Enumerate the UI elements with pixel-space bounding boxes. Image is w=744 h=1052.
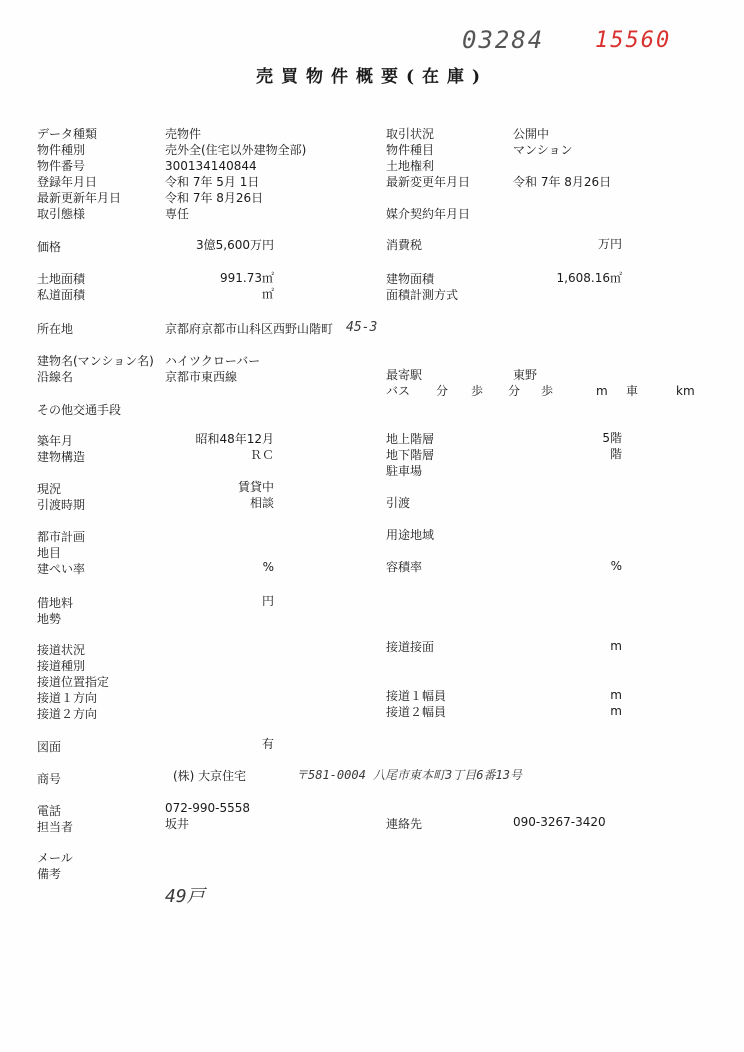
value-floors-below: 階 [609, 447, 622, 461]
value-price: 3億5,600万円 [196, 238, 274, 252]
label-built: 築年月 [37, 434, 74, 448]
value-deal-status: 公開中 [513, 127, 550, 141]
value-handover-time: 相談 [249, 496, 274, 510]
value-building-name: ハイツクローバー [165, 354, 261, 368]
label-property-no: 物件番号 [37, 159, 86, 173]
label-land-right: 土地権利 [386, 159, 435, 173]
meter-label: m [596, 384, 608, 398]
label-terrain: 地勢 [37, 612, 62, 626]
value-road-width1: m [610, 688, 622, 702]
value-nearest-station: 東野 [513, 368, 538, 382]
value-private-road: ㎡ [261, 287, 274, 301]
value-coverage: % [262, 560, 274, 574]
label-area-method: 面積計測方式 [386, 288, 459, 302]
label-property-class: 物件種別 [37, 143, 86, 157]
label-latest-change: 最新変更年月日 [386, 175, 471, 189]
bus-label: バス [386, 384, 411, 398]
label-road-frontage: 接道接面 [386, 640, 435, 654]
value-ground-rent: 円 [261, 594, 274, 608]
label-building-area: 建物面積 [386, 272, 435, 286]
handwritten-units-note: 49戸 [165, 886, 205, 907]
label-trade-name: 商号 [37, 772, 62, 786]
bus-min-label: 分 [436, 384, 449, 398]
value-deal-form: 専任 [165, 207, 190, 221]
value-structure: ＲＣ [249, 448, 274, 462]
label-coverage: 建ぺい率 [37, 562, 86, 576]
label-handover-time: 引渡時期 [37, 498, 86, 512]
value-trade-name: (株) 大京住宅 [173, 769, 247, 783]
value-drawing: 有 [261, 737, 274, 751]
label-nearest-station: 最寄駅 [386, 368, 423, 382]
value-registered: 令和 7年 5月 1日 [165, 175, 260, 189]
value-line: 京都市東西線 [165, 370, 238, 384]
label-floors-above: 地上階層 [386, 432, 435, 446]
label-building-name: 建物名(マンション名) [37, 354, 154, 368]
handwritten-postal-note: 〒581-0004 八尾市東本町3丁目6番13号 [296, 768, 522, 782]
label-ground-rent: 借地料 [37, 596, 74, 610]
label-land-category: 地目 [37, 546, 62, 560]
label-handover: 引渡 [386, 496, 411, 510]
label-registered: 登録年月日 [37, 175, 98, 189]
value-phone: 072-990-5558 [165, 801, 251, 815]
label-parking: 駐車場 [386, 464, 423, 478]
label-data-type: データ種類 [37, 127, 98, 141]
label-road-type: 接道種別 [37, 659, 86, 673]
label-city-plan: 都市計画 [37, 530, 86, 544]
value-road-frontage: m [610, 639, 622, 653]
label-road-width2: 接道２幅員 [386, 705, 447, 719]
label-mail: メール [37, 851, 73, 865]
label-property-item: 物件種目 [386, 143, 435, 157]
label-remarks: 備考 [37, 867, 62, 881]
label-land-area: 土地面積 [37, 272, 86, 286]
value-building-area: 1,608.16㎡ [556, 271, 622, 285]
value-property-class: 売外全(住宅以外建物全部) [165, 143, 307, 157]
label-road-dir1: 接道１方向 [37, 691, 98, 705]
value-status: 賃貸中 [237, 480, 274, 494]
value-far: % [610, 559, 622, 573]
label-tax: 消費税 [386, 238, 423, 252]
value-data-type: 売物件 [165, 127, 202, 141]
label-deal-status: 取引状況 [386, 127, 435, 141]
label-private-road: 私道面積 [37, 288, 86, 302]
label-road-dir2: 接道２方向 [37, 707, 98, 721]
value-property-item: マンション [513, 143, 573, 157]
value-location: 京都府京都市山科区西野山階町 [165, 322, 334, 336]
label-line: 沿線名 [37, 370, 74, 384]
walk-label-1: 歩 [471, 384, 484, 398]
value-built: 昭和48年12月 [195, 432, 274, 446]
label-other-transport: その他交通手段 [37, 403, 122, 417]
label-structure: 建物構造 [37, 450, 86, 464]
value-floors-above: 5階 [602, 431, 622, 445]
page-title: 売買物件概要(在庫) [255, 67, 489, 87]
value-contact: 090-3267-3420 [513, 815, 606, 829]
value-updated: 令和 7年 8月26日 [165, 191, 264, 205]
label-road-designation: 接道位置指定 [37, 675, 110, 689]
km-label: km [676, 384, 695, 398]
handwritten-number-gray: 03284 [462, 26, 545, 54]
label-person: 担当者 [37, 820, 74, 834]
handwritten-address-suffix: 45-3 [346, 320, 378, 335]
value-road-width2: m [610, 704, 622, 718]
value-land-area: 991.73㎡ [220, 271, 274, 285]
label-contact: 連絡先 [386, 817, 423, 831]
handwritten-number-red: 15560 [595, 28, 672, 53]
value-tax: 万円 [597, 237, 622, 251]
label-road-status: 接道状況 [37, 643, 86, 657]
label-road-width1: 接道１幅員 [386, 689, 447, 703]
value-latest-change: 令和 7年 8月26日 [513, 175, 612, 189]
label-far: 容積率 [386, 560, 423, 574]
car-label: 車 [626, 384, 639, 398]
value-person: 坂井 [165, 817, 190, 831]
label-agency-contract: 媒介契約年月日 [386, 207, 471, 221]
label-deal-form: 取引態様 [37, 207, 86, 221]
walk-min-label: 分 [508, 384, 521, 398]
label-zoning: 用途地域 [386, 528, 435, 542]
walk-label-2: 歩 [541, 384, 554, 398]
label-status: 現況 [37, 482, 62, 496]
label-drawing: 図面 [37, 740, 62, 754]
label-price: 価格 [37, 240, 62, 254]
label-floors-below: 地下階層 [386, 448, 435, 462]
label-updated: 最新更新年月日 [37, 191, 122, 205]
label-location: 所在地 [37, 322, 74, 336]
value-property-no: 300134140844 [165, 159, 257, 173]
label-phone: 電話 [37, 804, 62, 818]
